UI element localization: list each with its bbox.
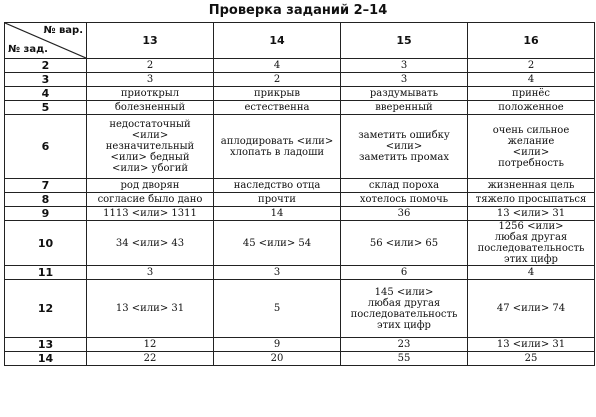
task-number-cell: 6 <box>5 115 87 179</box>
answer-cell: 22 <box>87 352 214 366</box>
answer-cell: жизненная цель <box>468 179 595 193</box>
answer-cell: 56 <или> 65 <box>341 221 468 266</box>
variant-header-cell: 15 <box>341 23 468 59</box>
answer-cell: согласие было дано <box>87 193 214 207</box>
task-number-cell: 7 <box>5 179 87 193</box>
corner-header-cell <box>5 23 87 59</box>
answer-cell: естественна <box>214 101 341 115</box>
variant-header-cell: 16 <box>468 23 595 59</box>
answer-cell: 47 <или> 74 <box>468 280 595 338</box>
answer-cell: 25 <box>468 352 595 366</box>
answer-cell: болезненный <box>87 101 214 115</box>
table-row <box>5 193 595 207</box>
answer-cell: 55 <box>341 352 468 366</box>
task-number-cell: 3 <box>5 73 87 87</box>
answer-cell: очень сильное желание <или> потребность <box>468 115 595 179</box>
answer-cell: 5 <box>214 280 341 338</box>
variant-axis-label: № вар. <box>43 25 83 36</box>
table-row <box>5 87 595 101</box>
answer-cell: 3 <box>87 73 214 87</box>
answer-cell: хотелось помочь <box>341 193 468 207</box>
table-row <box>5 280 595 338</box>
answer-cell: раздумывать <box>341 87 468 101</box>
table-row <box>5 207 595 221</box>
answer-cell: 1256 <или> любая другая последовательность этих цифр <box>468 221 595 266</box>
answer-cell: 20 <box>214 352 341 366</box>
answer-cell: 4 <box>468 266 595 280</box>
task-number-cell: 13 <box>5 338 87 352</box>
answer-cell: недостаточный <или> незначительный <или> бедный <или> убогий <box>87 115 214 179</box>
answer-cell: вверенный <box>341 101 468 115</box>
answer-cell: аплодировать <или> хлопать в ладоши <box>214 115 341 179</box>
answer-cell: заметить ошибку <или> заметить промах <box>341 115 468 179</box>
table-row <box>5 101 595 115</box>
answer-cell: 34 <или> 43 <box>87 221 214 266</box>
answer-cell: положенное <box>468 101 595 115</box>
answer-cell: склад пороха <box>341 179 468 193</box>
table-row <box>5 352 595 366</box>
task-number-cell: 10 <box>5 221 87 266</box>
task-number-cell: 4 <box>5 87 87 101</box>
answer-cell: тяжело просыпаться <box>468 193 595 207</box>
answer-cell: прикрыв <box>214 87 341 101</box>
answer-cell: 145 <или> любая другая последовательность этих цифр <box>341 280 468 338</box>
task-number-cell: 14 <box>5 352 87 366</box>
answer-cell: прочти <box>214 193 341 207</box>
task-number-cell: 5 <box>5 101 87 115</box>
answer-cell: наследство отца <box>214 179 341 193</box>
answer-cell: 3 <box>214 266 341 280</box>
task-number-cell: 8 <box>5 193 87 207</box>
answers-table <box>4 22 595 366</box>
answer-cell: 9 <box>214 338 341 352</box>
answer-cell: 3 <box>87 266 214 280</box>
answer-cell: 2 <box>468 59 595 73</box>
answer-cell: 2 <box>87 59 214 73</box>
header-row <box>5 23 595 59</box>
table-row <box>5 338 595 352</box>
task-number-cell: 2 <box>5 59 87 73</box>
answer-cell: 4 <box>214 59 341 73</box>
task-axis-label: № зад. <box>8 44 48 55</box>
answer-cell: 6 <box>341 266 468 280</box>
page-title: Проверка заданий 2–14 <box>208 3 388 18</box>
variant-header-cell: 14 <box>214 23 341 59</box>
answer-cell: 12 <box>87 338 214 352</box>
table-row <box>5 221 595 266</box>
table-row <box>5 73 595 87</box>
task-number-cell: 9 <box>5 207 87 221</box>
table-row <box>5 266 595 280</box>
answer-cell: 23 <box>341 338 468 352</box>
table-row <box>5 179 595 193</box>
answer-cell: 13 <или> 31 <box>468 338 595 352</box>
answer-cell: род дворян <box>87 179 214 193</box>
answer-cell: 4 <box>468 73 595 87</box>
answer-cell: 1113 <или> 1311 <box>87 207 214 221</box>
answer-cell: 36 <box>341 207 468 221</box>
answer-cell: принёс <box>468 87 595 101</box>
answer-cell: 13 <или> 31 <box>468 207 595 221</box>
table-row <box>5 59 595 73</box>
table-body <box>5 59 595 366</box>
answer-cell: приоткрыл <box>87 87 214 101</box>
answer-cell: 13 <или> 31 <box>87 280 214 338</box>
variant-header-cell: 13 <box>87 23 214 59</box>
task-number-cell: 11 <box>5 266 87 280</box>
answer-cell: 3 <box>341 73 468 87</box>
answer-cell: 45 <или> 54 <box>214 221 341 266</box>
answer-cell: 2 <box>214 73 341 87</box>
answer-cell: 3 <box>341 59 468 73</box>
table-row <box>5 115 595 179</box>
task-number-cell: 12 <box>5 280 87 338</box>
answer-cell: 14 <box>214 207 341 221</box>
